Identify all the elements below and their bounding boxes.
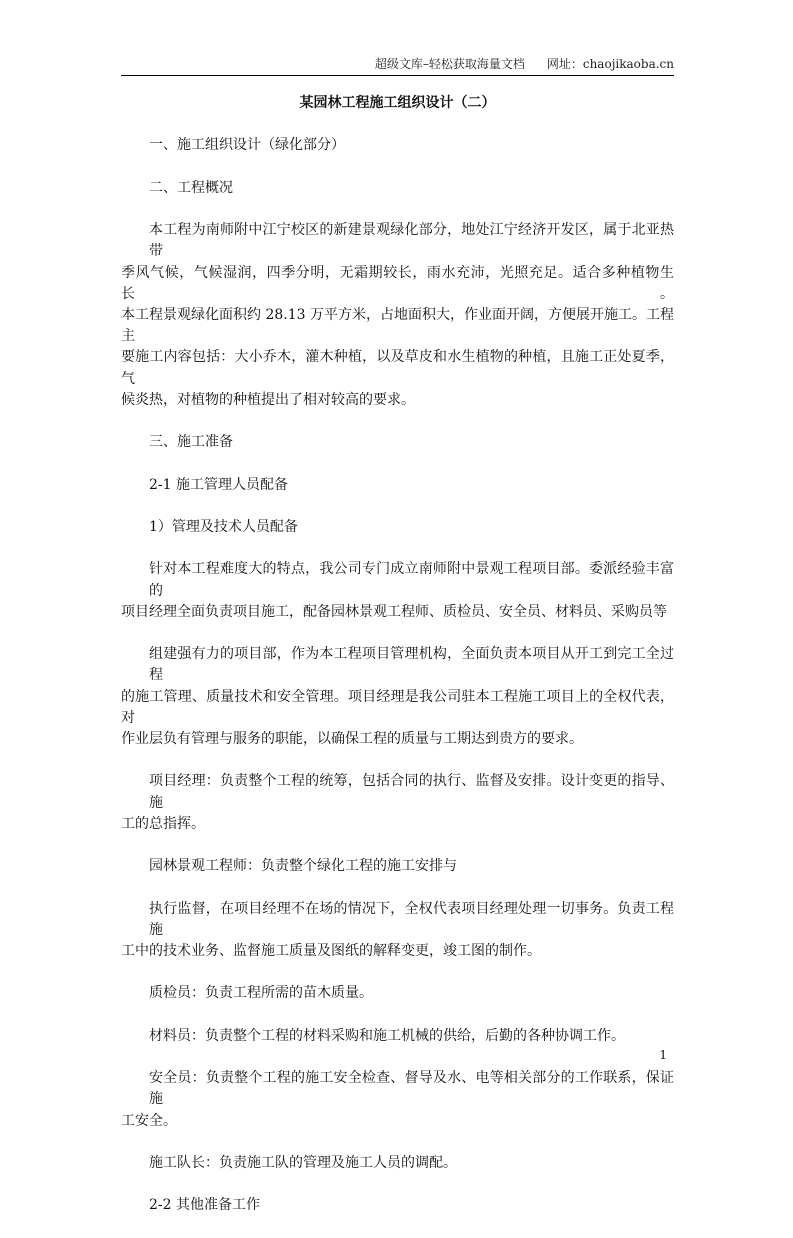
paragraph-line: 工中的技术业务、监督施工质量及图纸的解释变更，竣工图的制作。 — [121, 942, 541, 959]
paragraph-line: 施工队长：负责施工队的管理及施工人员的调配。 — [149, 1154, 457, 1171]
paragraph-list — [121, 135, 674, 1216]
paragraph-line: 园林景观工程师：负责整个绿化工程的施工安排与 — [149, 858, 457, 875]
header-url: 网址：chaojikaoba.cn — [546, 57, 674, 71]
paragraph-line: 安全员：负责整个工程的施工安全检查、督导及水、电等相关部分的工作联系，保证施 — [149, 1070, 674, 1108]
document-body — [121, 93, 674, 1238]
paragraph — [121, 1068, 674, 1132]
page-header — [121, 55, 674, 73]
paragraph — [121, 432, 674, 453]
paragraph-line: 组建强有力的项目部，作为本工程项目管理机构，全面负责本项目从开工到完工全过程 — [149, 646, 674, 684]
paragraph — [121, 983, 674, 1004]
paragraph-line: 材料员：负责整个工程的材料采购和施工机械的供给，后勤的各种协调工作。 — [149, 1027, 625, 1044]
paragraph-line: 执行监督，在项目经理不在场的情况下，全权代表项目经理处理一切事务。负责工程施 — [149, 900, 674, 938]
paragraph — [121, 559, 674, 623]
paragraph-line: 1）管理及技术人员配备 — [149, 518, 298, 535]
paragraph — [121, 771, 674, 835]
paragraph — [121, 135, 674, 156]
paragraph-line: 一、施工组织设计（绿化部分） — [149, 137, 345, 154]
paragraph-line: 三、施工准备 — [149, 434, 233, 451]
document-title: 某园林工程施工组织设计（二） — [299, 95, 496, 111]
paragraph-line: 工的总指挥。 — [121, 815, 205, 832]
header-site-name: 超级文库–轻松获取海量文档 — [374, 57, 525, 71]
paragraph-line: 2-1 施工管理人员配备 — [149, 476, 288, 493]
paragraph-line: 针对本工程难度大的特点，我公司专门成立南师附中景观工程项目部。委派经验丰富的 — [149, 561, 674, 599]
paragraph-line: 工安全。 — [121, 1112, 177, 1129]
paragraph-line: 的施工管理、质量技术和安全管理。项目经理是我公司驻本工程施工项目上的全权代表，对 — [121, 688, 674, 726]
paragraph-line: 项目经理全面负责项目施工，配备园林景观工程师、质检员、安全员、材料员、采购员等 — [121, 603, 667, 620]
paragraph-line: 本工程为南师附中江宁校区的新建景观绿化部分，地处江宁经济开发区，属于北亚热带 — [149, 222, 674, 260]
paragraph — [121, 1153, 674, 1174]
paragraph-line: 要施工内容包括：大小乔木，灌木种植，以及草皮和水生植物的种植，且施工正处夏季，气 — [121, 349, 674, 387]
paragraph — [121, 178, 674, 199]
paragraph — [121, 644, 674, 750]
paragraph — [121, 220, 674, 411]
paragraph — [121, 856, 674, 877]
header-rule — [121, 75, 674, 76]
page-number: 1 — [659, 1048, 667, 1062]
paragraph — [121, 475, 674, 496]
paragraph-line: 2-2 其他准备工作 — [149, 1197, 260, 1214]
paragraph-line: 本工程景观绿化面积约 28.13 万平方米，占地面积大，作业面开阔，方便展开施工。工程主 — [121, 306, 674, 345]
paragraph — [121, 899, 674, 963]
paragraph — [121, 517, 674, 538]
paragraph — [121, 1026, 674, 1047]
paragraph-line: 二、工程概况 — [149, 179, 233, 196]
paragraph-line: 项目经理：负责整个工程的统筹，包括合同的执行、监督及安排。设计变更的指导、施 — [149, 773, 674, 811]
paragraph-line: 季风气候，气候湿润，四季分明，无霜期较长，雨水充沛，光照充足。适合多种植物生长。 — [121, 264, 674, 302]
paragraph-line: 质检员：负责工程所需的苗木质量。 — [149, 985, 373, 1002]
paragraph — [121, 1195, 674, 1216]
paragraph-line: 作业层负有管理与服务的职能，以确保工程的质量与工期达到贵方的要求。 — [121, 730, 583, 747]
paragraph-line: 候炎热，对植物的种植提出了相对较高的要求。 — [121, 391, 415, 408]
